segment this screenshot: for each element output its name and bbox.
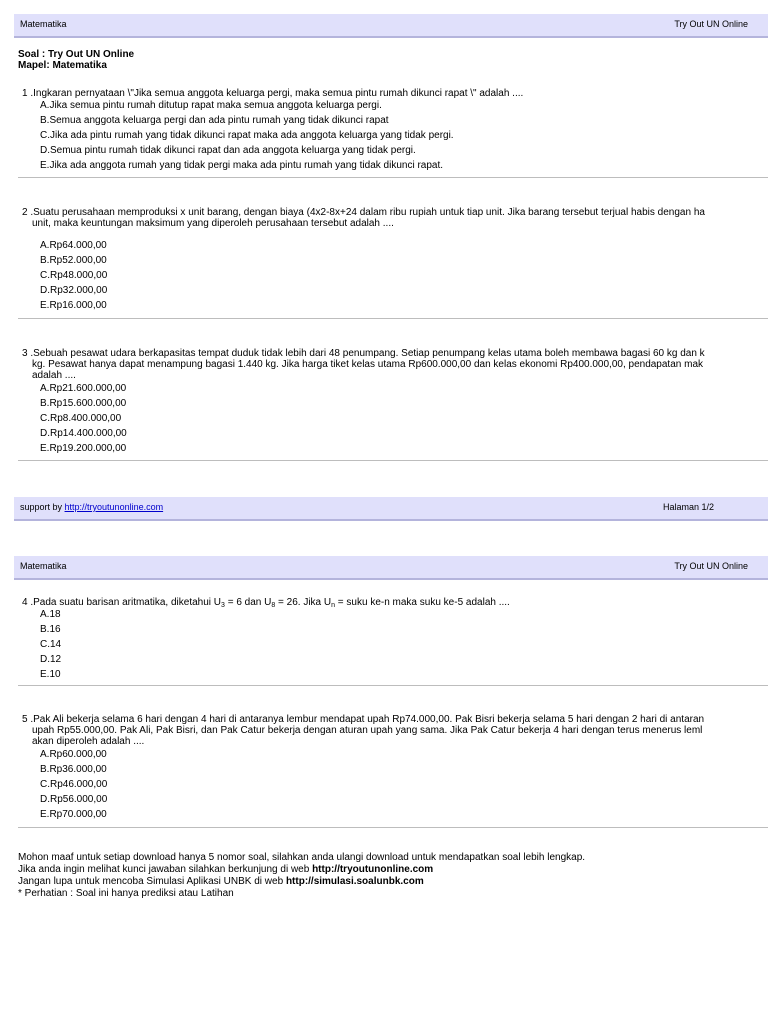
option-b[interactable]: B.Rp36.000,00 (40, 764, 107, 775)
option-d[interactable]: D.12 (40, 654, 62, 665)
question-text-continued: upah Rp55.000,00. Pak Ali, Pak Bisri, dan Pak Catur bekerja dengan aturan upah yang sama. Jika Pak Catur bekerja 4 hari dengan terus menerus leml (32, 725, 703, 736)
simulation-link[interactable]: http://simulasi.soalunbk.com (285, 876, 424, 887)
question-text: Sebuah pesawat udara berkapasitas tempat duduk tidak lebih dari 48 penumpang. Setiap penumpang kelas utama boleh membawa bagasi 60 kg dan k (33, 348, 705, 359)
page-indicator: Halaman 1/2 (663, 502, 715, 512)
divider (18, 177, 768, 178)
option-c[interactable]: C.Jika ada pintu rumah yang tidak dikunci rapat maka ada anggota keluarga yang tidak pergi. (40, 130, 454, 141)
divider (18, 460, 768, 461)
option-d[interactable]: D.Semua pintu rumah tidak dikunci rapat dan ada anggota keluarga yang tidak pergi. (40, 145, 416, 156)
page-header (14, 556, 768, 580)
site-label: Try Out UN Online (674, 19, 748, 29)
divider (18, 827, 768, 828)
option-b[interactable]: B.Rp15.600.000,00 (40, 398, 127, 409)
question-number: 2 (22, 207, 28, 218)
option-c[interactable]: C.Rp46.000,00 (40, 779, 108, 790)
support-text: support by http://tryoutunonline.com (20, 502, 164, 512)
option-d[interactable]: D.Rp56.000,00 (40, 794, 108, 805)
option-b[interactable]: B.16 (40, 624, 61, 635)
option-e[interactable]: E.Jika ada anggota rumah yang tidak pergi maka ada pintu rumah yang tidak dikunci rapat. (40, 160, 444, 171)
title-line: Soal : Try Out UN Online (18, 49, 135, 60)
notice-line: Mohon maaf untuk setiap download hanya 5 nomor soal, silahkan anda ulangi download untuk mendapatkan soal lebih lengkap. (18, 852, 586, 863)
question-number: 4 (22, 597, 28, 608)
notice-line: Jika anda ingin melihat kunci jawaban silahkan berkunjung di web http://tryoutunonline.com (18, 864, 434, 875)
option-d[interactable]: D.Rp32.000,00 (40, 285, 108, 296)
question-text-continued: adalah .... (32, 370, 76, 381)
notice-line: Jangan lupa untuk mencoba Simulasi Aplikasi UNBK di web http://simulasi.soalunbk.com (18, 876, 424, 887)
question-stem: 3 .Sebuah pesawat udara berkapasitas tempat duduk tidak lebih dari 48 penumpang. Setiap penumpang kelas utama boleh membawa bagasi 60 kg dan k (22, 348, 705, 359)
option-e[interactable]: E.Rp19.200.000,00 (40, 443, 127, 454)
option-a[interactable]: A.Rp60.000,00 (40, 749, 107, 760)
option-c[interactable]: C.Rp48.000,00 (40, 270, 108, 281)
page-footer (14, 497, 768, 521)
option-e[interactable]: E.Rp70.000,00 (40, 809, 107, 820)
option-a[interactable]: A.18 (40, 609, 61, 620)
option-e[interactable]: E.10 (40, 669, 61, 680)
subject-label: Matematika (20, 19, 67, 29)
question-2 (18, 207, 768, 313)
support-link[interactable]: http://tryoutunonline.com (64, 502, 164, 512)
answer-key-link[interactable]: http://tryoutunonline.com (312, 864, 434, 875)
question-number: 3 (22, 348, 28, 359)
question-text-continued: akan diperoleh adalah .... (32, 736, 145, 747)
option-a[interactable]: A.Jika semua pintu rumah ditutup rapat maka semua anggota keluarga pergi. (40, 100, 382, 111)
page-header (14, 14, 768, 38)
question-5 (18, 714, 768, 822)
option-e[interactable]: E.Rp16.000,00 (40, 300, 107, 311)
question-number: 5 (22, 714, 28, 725)
question-stem: 1 .Ingkaran pernyataan \"Jika semua anggota keluarga pergi, maka semua pintu rumah dikunci rapat \" adalah .... (22, 88, 524, 99)
question-stem: 5 .Pak Ali bekerja selama 6 hari dengan 4 hari di antaranya lembur mendapat upah Rp74.000,00. Pak Bisri bekerja selama 5 hari dengan 2 hari di antaran (22, 714, 705, 725)
site-label: Try Out UN Online (674, 561, 748, 571)
option-a[interactable]: A.Rp64.000,00 (40, 240, 107, 251)
question-text-continued: kg. Pesawat hanya dapat menampung bagasi 1.440 kg. Jika harga tiket kelas utama Rp600.000,00 dan kelas ekonomi Rp400.000,00, pendapatan mak (32, 359, 704, 370)
question-text: Ingkaran pernyataan \"Jika semua anggota keluarga pergi, maka semua pintu rumah dikunci rapat \" adalah .... (33, 88, 524, 99)
option-d[interactable]: D.Rp14.400.000,00 (40, 428, 127, 439)
subject-line: Mapel: Matematika (18, 60, 107, 71)
question-text: Pak Ali bekerja selama 6 hari dengan 4 hari di antaranya lembur mendapat upah Rp74.000,00. Pak Bisri bekerja selama 5 hari dengan 2 hari di antaran (33, 714, 705, 725)
download-notice (18, 852, 585, 900)
question-4 (18, 597, 768, 682)
question-3 (18, 348, 768, 456)
question-stem: 2 .Suatu perusahaan memproduksi x unit barang, dengan biaya (4x2-8x+24 dalam ribu rupiah untuk tiap unit. Jika barang tersebut terjual habis dengan ha (22, 207, 705, 218)
question-1 (18, 88, 768, 173)
option-b[interactable]: B.Rp52.000,00 (40, 255, 107, 266)
notice-line: * Perhatian : Soal ini hanya prediksi atau Latihan (18, 888, 234, 899)
option-b[interactable]: B.Semua anggota keluarga pergi dan ada pintu rumah yang tidak dikunci rapat (40, 115, 389, 126)
question-text: Suatu perusahaan memproduksi x unit barang, dengan biaya (4x2-8x+24 dalam ribu rupiah untuk tiap unit. Jika barang tersebut terjual habis dengan ha (33, 207, 705, 218)
divider (18, 318, 768, 319)
question-number: 1 (22, 88, 28, 99)
divider (18, 685, 768, 686)
subject-label: Matematika (20, 561, 67, 571)
question-text-continued: unit, maka keuntungan maksimum yang diperoleh perusahaan tersebut adalah .... (32, 218, 394, 229)
question-stem: 4 .Pada suatu barisan aritmatika, diketahui $U_3 = 6$ dan $U_8 = 26$. Jika $U_n$ = suku ke-n maka suku ke-5 adalah .... (22, 597, 510, 609)
option-a[interactable]: A.Rp21.600.000,00 (40, 383, 127, 394)
option-c[interactable]: C.Rp8.400.000,00 (40, 413, 122, 424)
option-c[interactable]: C.14 (40, 639, 62, 650)
document-title (18, 49, 134, 71)
